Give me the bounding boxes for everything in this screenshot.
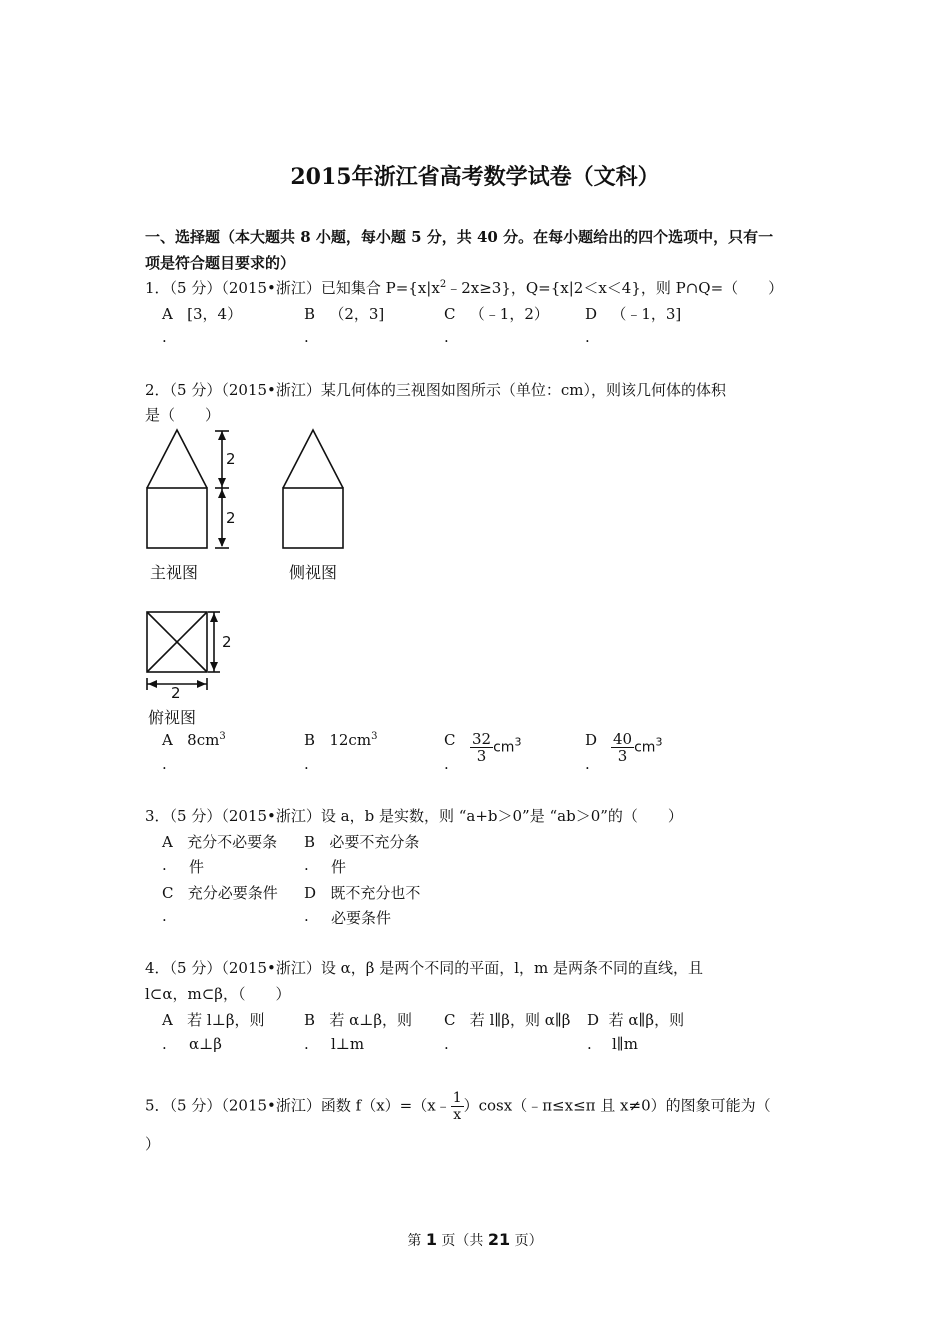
front-view-triangle xyxy=(147,430,207,488)
front-view-label: 主视图 xyxy=(150,563,199,582)
q3-option-b-line2: 件 xyxy=(331,858,347,876)
option-text: 若 α∥β，则 xyxy=(608,1011,685,1029)
option-text: 若 α⊥β，则 xyxy=(329,1011,413,1029)
q2-option-d-value xyxy=(611,731,662,764)
option-text: 必要不充分条 xyxy=(329,833,420,851)
option-text: 若 l∥β，则 α∥β xyxy=(469,1011,571,1029)
option-letter: A xyxy=(162,731,173,749)
question-3-stem: 3．（5 分）（2015•浙江）设 a，b 是实数，则 “a+b＞0”是 “ab＞0”的（ ） xyxy=(145,807,683,825)
option-dot: . xyxy=(585,755,590,773)
option-text: 12cm xyxy=(329,731,372,749)
unit-sup: 3 xyxy=(655,735,663,749)
question-2-line1: 2．（5 分）（2015•浙江）某几何体的三视图如图所示（单位：cm），则该几何体的体积 xyxy=(145,381,727,399)
q4-option-c[interactable] xyxy=(444,1009,570,1030)
q4-option-a[interactable] xyxy=(162,1009,265,1030)
dim-label: 2 xyxy=(226,509,236,527)
q3-option-d[interactable] xyxy=(304,882,420,903)
q2-option-a[interactable] xyxy=(162,731,226,749)
fraction-numerator: 32 xyxy=(472,730,492,748)
page-total: 21 xyxy=(487,1230,511,1249)
option-text: 既不充分也不 xyxy=(330,884,421,902)
q4-option-b[interactable] xyxy=(304,1009,412,1030)
q2-option-c-value xyxy=(470,731,521,764)
question-2-line2: 是（ ） xyxy=(145,406,221,424)
q2-option-b[interactable] xyxy=(304,731,377,749)
side-view-square xyxy=(283,488,343,548)
option-letter: C xyxy=(444,305,456,323)
unit-sup: 3 xyxy=(514,735,522,749)
option-dot: . xyxy=(162,907,167,925)
side-view-label: 侧视图 xyxy=(289,563,338,582)
option-sup: 3 xyxy=(371,731,378,742)
q1-stem-sup: 2 xyxy=(439,279,447,290)
unit: cm xyxy=(634,739,656,756)
q3-option-a[interactable] xyxy=(162,831,277,852)
question-4-line2: l⊂α，m⊂β，（ ） xyxy=(145,985,291,1003)
footer-text: 第 xyxy=(407,1233,426,1249)
option-text: 8cm xyxy=(187,731,220,749)
option-text: [3，4） xyxy=(187,305,243,323)
fraction-denominator: 3 xyxy=(476,747,487,765)
unit: cm xyxy=(493,739,515,756)
option-dot: . xyxy=(585,328,590,346)
front-view-square xyxy=(147,488,207,548)
question-5-line2: ） xyxy=(145,1135,161,1153)
option-dot: . xyxy=(587,1035,592,1053)
q4-option-b-line2: l⊥m xyxy=(331,1035,365,1053)
option-letter: D xyxy=(587,1011,600,1029)
fraction-numerator: 40 xyxy=(613,730,633,748)
option-letter: D xyxy=(585,305,598,323)
option-dot: . xyxy=(304,328,309,346)
q3-option-b[interactable] xyxy=(304,831,419,852)
q4-option-a-line2: α⊥β xyxy=(189,1035,222,1053)
option-letter: A xyxy=(162,833,173,851)
option-text: （﹣1，2） xyxy=(469,305,549,323)
option-dot: . xyxy=(304,755,309,773)
fraction-denominator: x xyxy=(453,1107,462,1123)
section-header-line2: 项是符合题目要求的） xyxy=(145,254,296,272)
q4-option-d[interactable] xyxy=(587,1009,684,1030)
fraction xyxy=(470,731,493,764)
page-footer xyxy=(0,1230,950,1250)
footer-text: 页） xyxy=(510,1233,543,1249)
q3-option-c[interactable] xyxy=(162,882,278,903)
option-dot: . xyxy=(444,328,449,346)
q5-stem-b: ）cosx（﹣π≤x≤π 且 x≠0）的图象可能为（ xyxy=(463,1096,771,1115)
option-text: 充分不必要条 xyxy=(187,833,278,851)
option-letter: B xyxy=(304,833,316,851)
option-text: （2，3] xyxy=(329,305,385,323)
top-view-label: 俯视图 xyxy=(148,708,197,727)
dim-label: 2 xyxy=(226,450,236,468)
option-dot: . xyxy=(444,1035,449,1053)
fraction xyxy=(451,1090,464,1123)
option-letter: C xyxy=(444,1011,456,1029)
q3-option-a-line2: 件 xyxy=(189,858,205,876)
dim-label: 2 xyxy=(222,633,232,651)
side-view-triangle xyxy=(283,430,343,488)
fraction xyxy=(611,731,634,764)
option-letter: D xyxy=(304,884,317,902)
option-text: 若 l⊥β，则 xyxy=(187,1011,265,1029)
option-dot: . xyxy=(444,755,449,773)
option-letter: B xyxy=(304,305,316,323)
page-number: 1 xyxy=(425,1230,437,1249)
q2-option-d-letter[interactable]: D xyxy=(585,731,598,749)
q4-option-d-line2: l∥m xyxy=(612,1035,638,1053)
option-sup: 3 xyxy=(219,731,226,742)
fraction-numerator: 1 xyxy=(452,1090,462,1106)
option-letter: B xyxy=(304,731,316,749)
option-dot: . xyxy=(162,328,167,346)
question-5-stem xyxy=(145,1090,771,1123)
q3-option-d-line2: 必要条件 xyxy=(331,909,392,927)
page-title: 2015年浙江省高考数学试卷（文科） xyxy=(290,164,660,190)
option-dot: . xyxy=(304,1035,309,1053)
option-dot: . xyxy=(162,755,167,773)
section-header-line1: 一、选择题（本大题共 8 小题，每小题 5 分，共 40 分。在每小题给出的四个选项中，只有一 xyxy=(145,228,774,246)
option-dot: . xyxy=(162,1035,167,1053)
option-letter: B xyxy=(304,1011,316,1029)
footer-text: 页（共 xyxy=(436,1233,488,1249)
q1-stem-b: ﹣2x≥3}，Q={x|2＜x＜4}，则 P∩Q=（ ） xyxy=(446,279,784,297)
option-text: （﹣1，3] xyxy=(611,305,682,323)
option-dot: . xyxy=(304,856,309,874)
q1-stem-a: 1．（5 分）（2015•浙江）已知集合 P={x|x xyxy=(145,279,440,297)
fraction-denominator: 3 xyxy=(617,747,628,765)
dim-label: 2 xyxy=(171,684,181,702)
option-text: 充分必要条件 xyxy=(187,884,278,902)
question-4-line1: 4．（5 分）（2015•浙江）设 α，β 是两个不同的平面，l，m 是两条不同的直线，且 xyxy=(145,959,704,977)
q5-stem-a: 5．（5 分）（2015•浙江）函数 f（x）=（x﹣ xyxy=(145,1096,451,1115)
option-dot: . xyxy=(304,907,309,925)
option-letter: A xyxy=(162,305,173,323)
option-letter: C xyxy=(162,884,174,902)
option-letter: A xyxy=(162,1011,173,1029)
q2-option-c-letter[interactable]: C xyxy=(444,731,456,749)
option-dot: . xyxy=(162,856,167,874)
